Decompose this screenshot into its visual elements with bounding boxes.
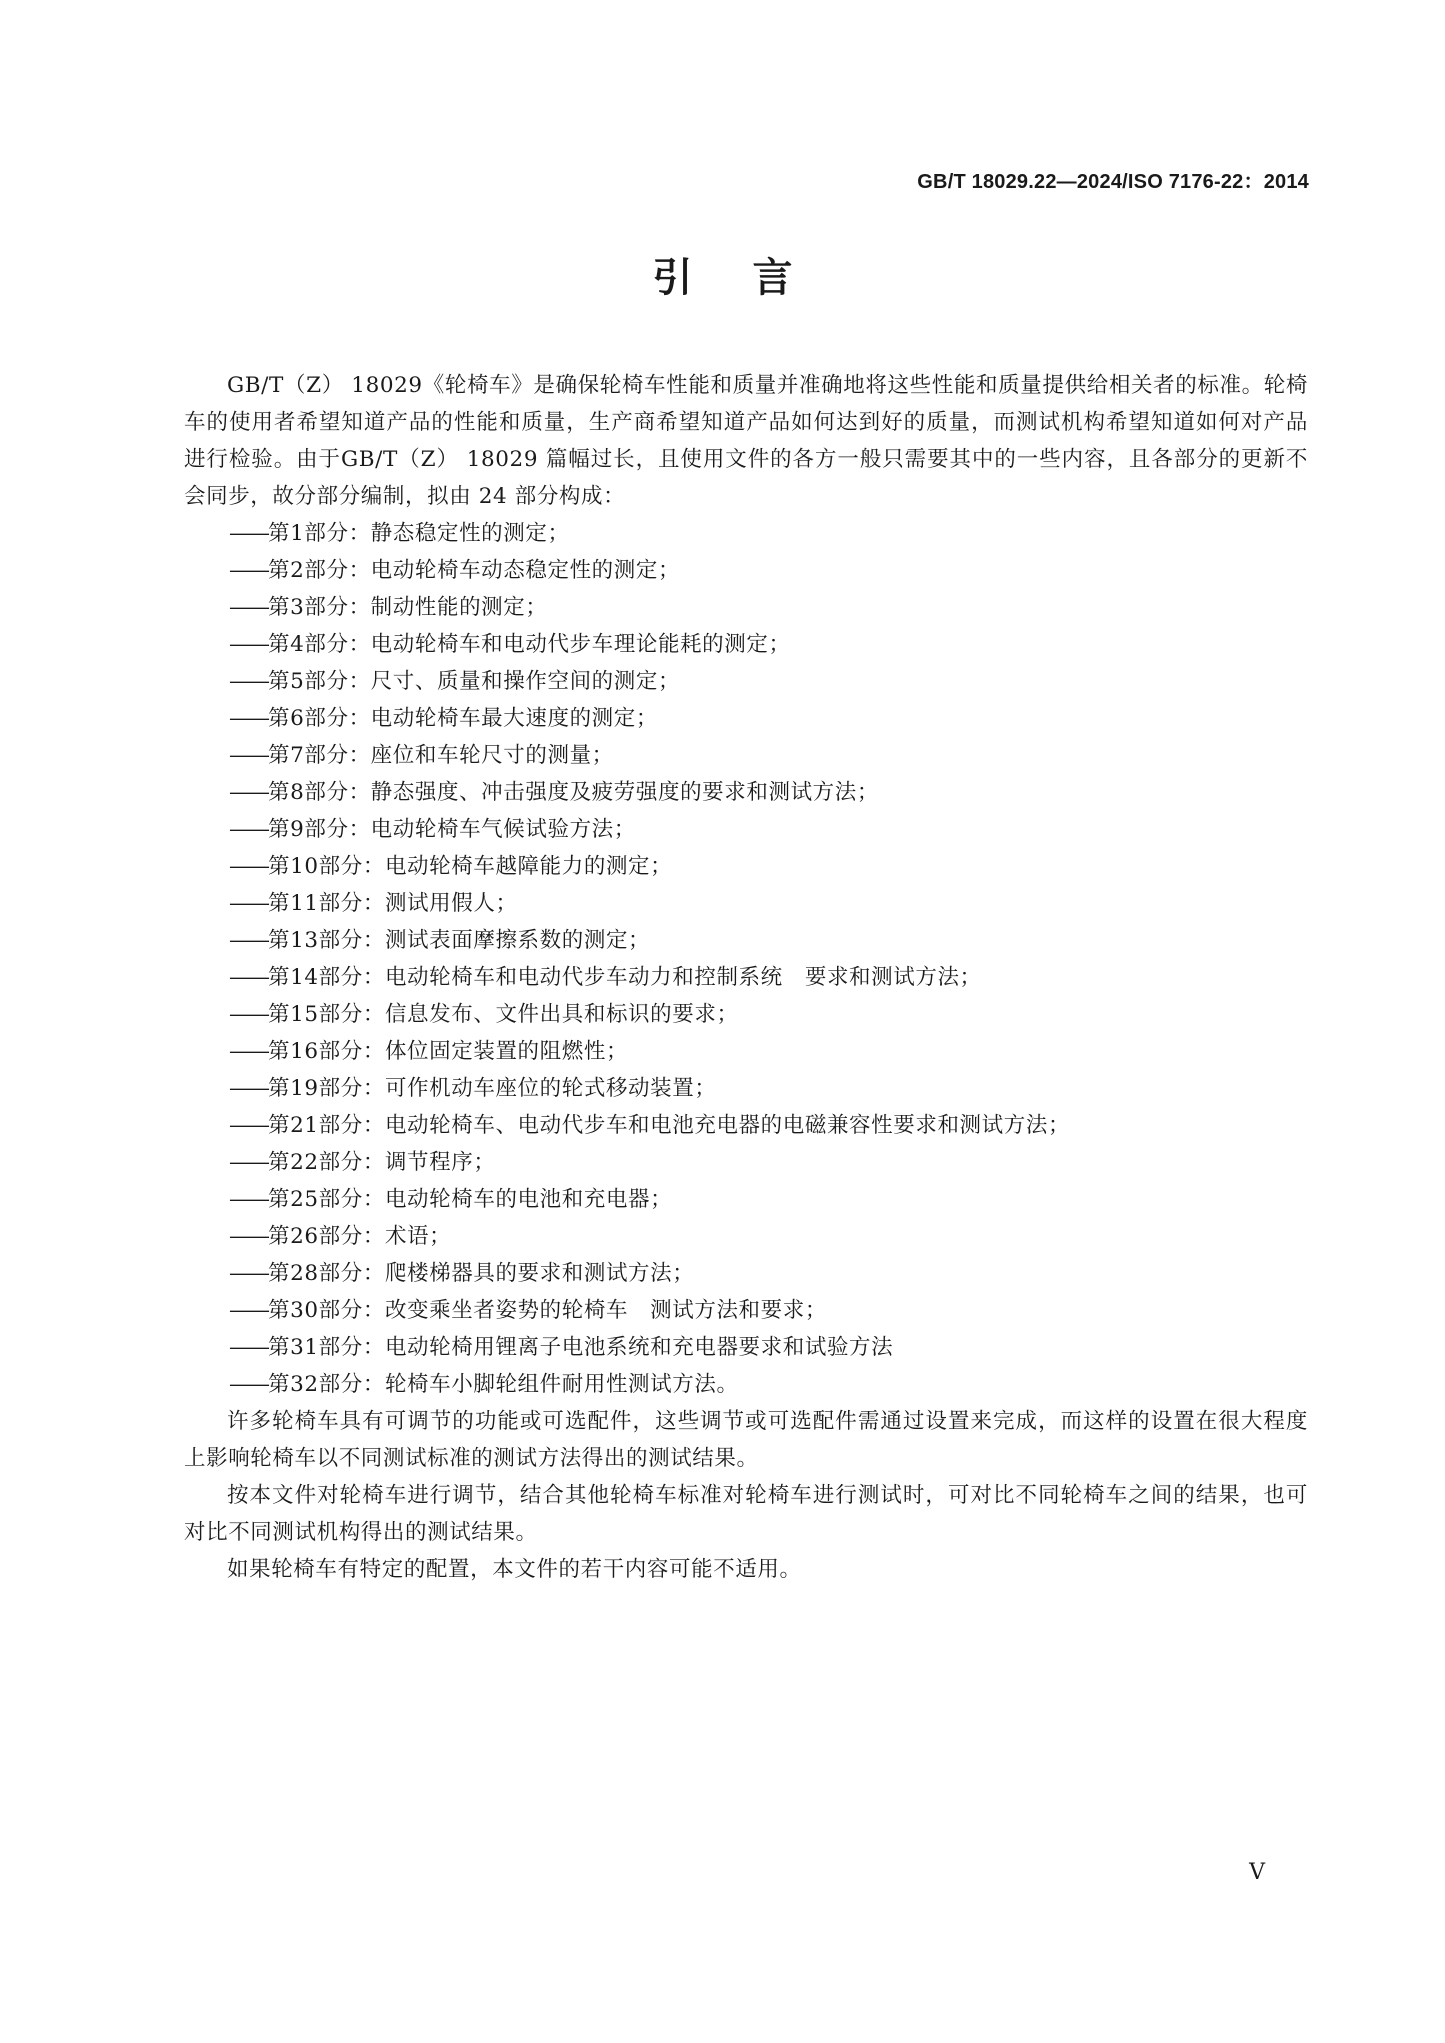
list-item bbox=[229, 848, 1308, 885]
list-dash: —— bbox=[229, 965, 268, 990]
list-item-text: 第13部分：测试表面摩擦系数的测定； bbox=[268, 928, 651, 953]
list-item-text: 第6部分：电动轮椅车最大速度的测定； bbox=[268, 706, 658, 731]
list-item bbox=[229, 1366, 1308, 1403]
list-item bbox=[229, 996, 1308, 1033]
list-dash: —— bbox=[229, 1113, 268, 1138]
list-item bbox=[229, 1292, 1308, 1329]
list-dash: —— bbox=[229, 1076, 268, 1101]
list-item-text: 第5部分：尺寸、质量和操作空间的测定； bbox=[268, 669, 681, 694]
list-dash: —— bbox=[229, 817, 268, 842]
list-item-text: 第8部分：静态强度、冲击强度及疲劳强度的要求和测试方法； bbox=[268, 780, 879, 805]
list-item-text: 第26部分：术语； bbox=[268, 1224, 452, 1249]
intro-paragraph: GB/T（Z） 18029《轮椅车》是确保轮椅车性能和质量并准确地将这些性能和质量提供给相关者的标准。轮椅车的使用者希望知道产品的性能和质量，生产商希望知道产品如何达到好的质量，而测试机构希望知道如何对产品进行检验。由于GB/T（Z） 18029 篇幅过长，且使用文件的各方一般只需要其中的一些内容，且各部分的更新不会同步，故分部分编制，拟由 24 部分构成： bbox=[184, 373, 1308, 509]
list-dash: —— bbox=[229, 1335, 268, 1360]
page-number: V bbox=[1249, 1860, 1265, 1885]
list-item bbox=[229, 1033, 1308, 1070]
standard-code: GB/T 18029.22—2024/ISO 7176-22：2014 bbox=[917, 171, 1309, 193]
list-dash: —— bbox=[229, 928, 268, 953]
list-dash: —— bbox=[229, 891, 268, 916]
list-dash: —— bbox=[229, 595, 268, 620]
list-item-text: 第15部分：信息发布、文件出具和标识的要求； bbox=[268, 1002, 739, 1027]
list-dash: —— bbox=[229, 1002, 268, 1027]
list-item-text: 第22部分：调节程序； bbox=[268, 1150, 496, 1175]
list-item bbox=[229, 515, 1308, 552]
list-dash: —— bbox=[229, 632, 268, 657]
list-item-text: 第11部分：测试用假人； bbox=[268, 891, 518, 916]
list-item-text: 第9部分：电动轮椅车气候试验方法； bbox=[268, 817, 636, 842]
list-item-text: 第2部分：电动轮椅车动态稳定性的测定； bbox=[268, 558, 681, 583]
list-item-text: 第32部分：轮椅车小脚轮组件耐用性测试方法。 bbox=[268, 1372, 739, 1397]
list-item bbox=[229, 1329, 1308, 1366]
list-item bbox=[229, 1218, 1308, 1255]
list-dash: —— bbox=[229, 780, 268, 805]
list-dash: —— bbox=[229, 669, 268, 694]
list-item-text: 第25部分：电动轮椅车的电池和充电器； bbox=[268, 1187, 673, 1212]
list-dash: —— bbox=[229, 1187, 268, 1212]
list-dash: —— bbox=[229, 1150, 268, 1175]
list-item-text: 第21部分：电动轮椅车、电动代步车和电池充电器的电磁兼容性要求和测试方法； bbox=[268, 1113, 1071, 1138]
list-item bbox=[229, 1181, 1308, 1218]
list-item bbox=[229, 922, 1308, 959]
parts-list bbox=[184, 515, 1308, 1403]
list-dash: —— bbox=[229, 1372, 268, 1397]
list-item bbox=[229, 589, 1308, 626]
page-title: 引言 bbox=[652, 255, 853, 301]
list-item-text: 第16部分：体位固定装置的阻燃性； bbox=[268, 1039, 629, 1064]
list-item bbox=[229, 1255, 1308, 1292]
paragraph-adjustment: 许多轮椅车具有可调节的功能或可选配件，这些调节或可选配件需通过设置来完成，而这样的设置在很大程度上影响轮椅车以不同测试标准的测试方法得出的测试结果。 bbox=[184, 1409, 1308, 1471]
list-dash: —— bbox=[229, 743, 268, 768]
list-item bbox=[229, 626, 1308, 663]
list-item bbox=[229, 1144, 1308, 1181]
list-item-text: 第14部分：电动轮椅车和电动代步车动力和控制系统 要求和测试方法； bbox=[268, 965, 982, 990]
list-dash: —— bbox=[229, 1298, 268, 1323]
list-item-text: 第28部分：爬楼梯器具的要求和测试方法； bbox=[268, 1261, 695, 1286]
paragraph-applicability: 如果轮椅车有特定的配置，本文件的若干内容可能不适用。 bbox=[227, 1557, 802, 1582]
paragraph-comparison: 按本文件对轮椅车进行调节，结合其他轮椅车标准对轮椅车进行测试时，可对比不同轮椅车之间的结果，也可对比不同测试机构得出的测试结果。 bbox=[184, 1483, 1308, 1545]
list-dash: —— bbox=[229, 558, 268, 583]
list-item bbox=[229, 737, 1308, 774]
list-dash: —— bbox=[229, 521, 268, 546]
list-dash: —— bbox=[229, 854, 268, 879]
list-item-text: 第3部分：制动性能的测定； bbox=[268, 595, 548, 620]
document-body bbox=[184, 367, 1308, 1588]
list-item bbox=[229, 959, 1308, 996]
list-dash: —— bbox=[229, 1261, 268, 1286]
list-item bbox=[229, 1107, 1308, 1144]
list-item-text: 第7部分：座位和车轮尺寸的测量； bbox=[268, 743, 614, 768]
list-item bbox=[229, 700, 1308, 737]
list-dash: —— bbox=[229, 706, 268, 731]
list-item-text: 第31部分：电动轮椅用锂离子电池系统和充电器要求和试验方法 bbox=[268, 1335, 894, 1360]
list-item-text: 第1部分：静态稳定性的测定； bbox=[268, 521, 570, 546]
list-item-text: 第4部分：电动轮椅车和电动代步车理论能耗的测定； bbox=[268, 632, 791, 657]
list-item bbox=[229, 885, 1308, 922]
list-item bbox=[229, 663, 1308, 700]
list-item bbox=[229, 811, 1308, 848]
list-item bbox=[229, 1070, 1308, 1107]
list-item-text: 第19部分：可作机动车座位的轮式移动装置； bbox=[268, 1076, 717, 1101]
list-dash: —— bbox=[229, 1039, 268, 1064]
list-item bbox=[229, 552, 1308, 589]
list-item bbox=[229, 774, 1308, 811]
list-item-text: 第10部分：电动轮椅车越障能力的测定； bbox=[268, 854, 673, 879]
list-dash: —— bbox=[229, 1224, 268, 1249]
list-item-text: 第30部分：改变乘坐者姿势的轮椅车 测试方法和要求； bbox=[268, 1298, 827, 1323]
